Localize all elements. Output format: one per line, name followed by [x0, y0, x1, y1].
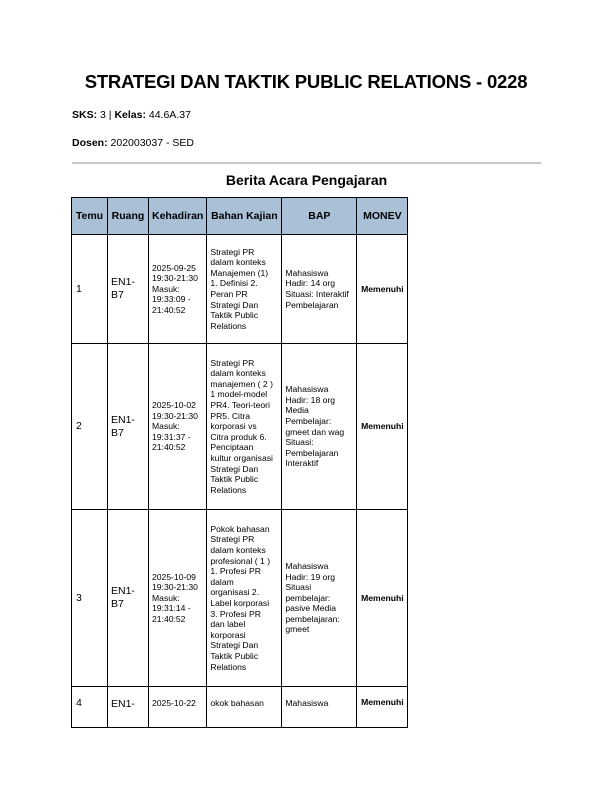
header-bap: BAP — [282, 198, 357, 235]
section-title: Berita Acara Pengajaran — [225, 172, 388, 188]
cell-bap: Mahasiswa Hadir: 19 org Situasi pembelajar: pasive Media pembelajaran: gmeet — [282, 510, 357, 687]
cell-kehadiran: 2025-10-09 19:30-21:30 Masuk: 19:31:14 - 21:40:52 — [149, 510, 207, 687]
cell-bahan-kajian: Strategi PR dalam konteks manajemen ( 2 ) 1 model-model PR4. Teori-teori PR5. Citra korporasi vs Citra produk 6. Penciptaan kultur organisasi Strategi Dan Taktik Public Relations — [207, 344, 282, 510]
cell-bahan-kajian: Strategi PR dalam konteks Manajemen (1) 1. Definisi 2. Peran PR Strategi Dan Taktik Public Relations — [207, 235, 282, 344]
berita-acara-table — [71, 197, 408, 728]
cell-bahan-kajian: okok bahasan — [207, 687, 282, 728]
cell-kehadiran: 2025-10-22 — [149, 687, 207, 728]
divider — [72, 162, 541, 164]
cell-monev: Memenuhi — [357, 510, 408, 687]
cell-bahan-kajian: Pokok bahasan Strategi PR dalam konteks profesional ( 1 ) 1. Profesi PR dalam organisasi 2. Label korporasi 3. Profesi PR dan label korporasi Strategi Dan Taktik Public Relations — [207, 510, 282, 687]
cell-kehadiran: 2025-10-02 19:30-21:30 Masuk: 19:31:37 - 21:40:52 — [149, 344, 207, 510]
kelas-label: Kelas: — [114, 109, 146, 121]
dosen-line — [72, 137, 194, 149]
cell-temu: 1 — [72, 235, 108, 344]
cell-ruang: EN1- B7 — [108, 510, 149, 687]
cell-bap: Mahasiswa Hadir: 18 org Media Pembelajar: gmeet dan wag Situasi: Pembelajaran Interaktif — [282, 344, 357, 510]
cell-monev: Memenuhi — [357, 687, 408, 728]
cell-temu: 2 — [72, 344, 108, 510]
kelas-value: 44.6A.37 — [148, 109, 191, 121]
cell-temu: 4 — [72, 687, 108, 728]
cell-ruang: EN1- B7 — [108, 235, 149, 344]
header-kehadiran: Kehadiran — [149, 198, 207, 235]
cell-bap: Mahasiswa — [282, 687, 357, 728]
sks-label: SKS: — [72, 109, 98, 121]
cell-monev: Memenuhi — [357, 344, 408, 510]
table-row — [72, 510, 408, 687]
sks-value: 3 — [100, 109, 106, 121]
dosen-label: Dosen: — [72, 137, 108, 149]
cell-kehadiran: 2025-09-25 19:30-21:30 Masuk: 19:33:09 - 21:40:52 — [149, 235, 207, 344]
cell-monev: Memenuhi — [357, 235, 408, 344]
header-monev: MONEV — [357, 198, 408, 235]
cell-ruang: EN1- — [108, 687, 149, 728]
header-temu: Temu — [72, 198, 108, 235]
table-row — [72, 235, 408, 344]
table-row — [72, 687, 408, 728]
cell-ruang: EN1- B7 — [108, 344, 149, 510]
header-ruang: Ruang — [108, 198, 149, 235]
table-header-row — [72, 198, 408, 235]
table-row — [72, 344, 408, 510]
document-title: STRATEGI DAN TAKTIK PUBLIC RELATIONS - 0228 — [84, 71, 528, 92]
sks-kelas-line — [72, 109, 191, 121]
separator: | — [108, 109, 112, 121]
cell-bap: Mahasiswa Hadir: 14 org Situasi: Interaktif Pembelajaran — [282, 235, 357, 344]
header-bahan-kajian: Bahan Kajian — [207, 198, 282, 235]
dosen-value: 202003037 - SED — [110, 137, 194, 149]
cell-temu: 3 — [72, 510, 108, 687]
